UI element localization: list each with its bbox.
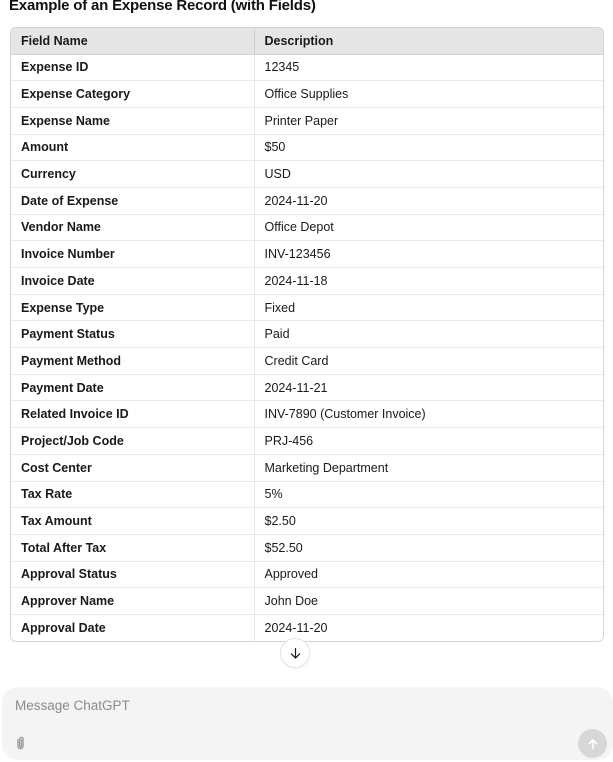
paperclip-icon [11,734,30,753]
field-name-cell: Approver Name [11,588,254,615]
table-row [11,588,603,615]
table-row [11,241,603,268]
table-row [11,481,603,508]
description-cell: Fixed [254,294,603,321]
description-cell: 2024-11-21 [254,374,603,401]
arrow-up-icon [585,736,601,752]
description-cell: INV-7890 (Customer Invoice) [254,401,603,428]
scroll-to-bottom-button[interactable] [280,638,310,668]
table-row [11,614,603,641]
field-name-cell: Expense Name [11,107,254,134]
description-cell: John Doe [254,588,603,615]
field-name-cell: Cost Center [11,454,254,481]
message-input[interactable]: Message ChatGPT [15,698,130,713]
table-row [11,401,603,428]
description-cell: 2024-11-20 [254,187,603,214]
field-name-cell: Payment Method [11,348,254,375]
table-row [11,374,603,401]
description-cell: $50 [254,134,603,161]
field-name-cell: Payment Status [11,321,254,348]
message-composer[interactable] [2,687,613,760]
description-cell: $2.50 [254,508,603,535]
description-cell: Office Supplies [254,81,603,108]
description-cell: Printer Paper [254,107,603,134]
description-cell: INV-123456 [254,241,603,268]
field-name-cell: Total After Tax [11,534,254,561]
table-row [11,107,603,134]
table-row [11,187,603,214]
field-name-cell: Currency [11,161,254,188]
description-cell: 2024-11-20 [264,621,328,636]
description-cell: 12345 [254,54,603,81]
field-name-cell: Payment Date [11,374,254,401]
description-cell: PRJ-456 [254,428,603,455]
field-name-cell: Tax Amount [11,508,254,535]
table-row [11,561,603,588]
field-name-cell: Approval Date [11,614,254,641]
description-cell: $52.50 [254,534,603,561]
table-row [11,214,603,241]
table-row [11,54,603,81]
table-row [11,294,603,321]
attach-file-button[interactable] [8,731,32,755]
field-name-cell: Vendor Name [11,214,254,241]
table-row [11,81,603,108]
description-cell: Paid [254,321,603,348]
field-name-cell: Approval Status [11,561,254,588]
field-name-cell: Expense Type [11,294,254,321]
description-cell: 2024-11-18 [254,268,603,295]
table-header-row [11,28,603,54]
field-name-cell: Invoice Date [11,268,254,295]
page-title: Example of an Expense Record (with Fields) [9,0,316,14]
description-cell: 5% [254,481,603,508]
expense-record-table [10,27,604,642]
description-cell: Approved [254,561,603,588]
table-row [11,161,603,188]
field-name-cell: Tax Rate [11,481,254,508]
description-cell: Marketing Department [254,454,603,481]
field-name-cell: Date of Expense [11,187,254,214]
description-cell: USD [254,161,603,188]
table-row [11,508,603,535]
field-name-cell: Expense Category [11,81,254,108]
table-row [11,454,603,481]
table-row [11,348,603,375]
field-name-cell: Project/Job Code [11,428,254,455]
field-name-cell: Amount [11,134,254,161]
description-cell: Office Depot [254,214,603,241]
arrow-down-icon [287,645,304,662]
field-name-cell: Invoice Number [11,241,254,268]
table-row [11,321,603,348]
column-header-description: Description [254,28,603,54]
description-cell: Credit Card [254,348,603,375]
field-name-cell: Related Invoice ID [11,401,254,428]
column-header-field-name: Field Name [11,28,254,54]
send-button[interactable] [578,729,607,758]
table-row [11,428,603,455]
table-row [11,268,603,295]
field-name-cell: Expense ID [11,54,254,81]
table-row [11,134,603,161]
table-row [11,534,603,561]
